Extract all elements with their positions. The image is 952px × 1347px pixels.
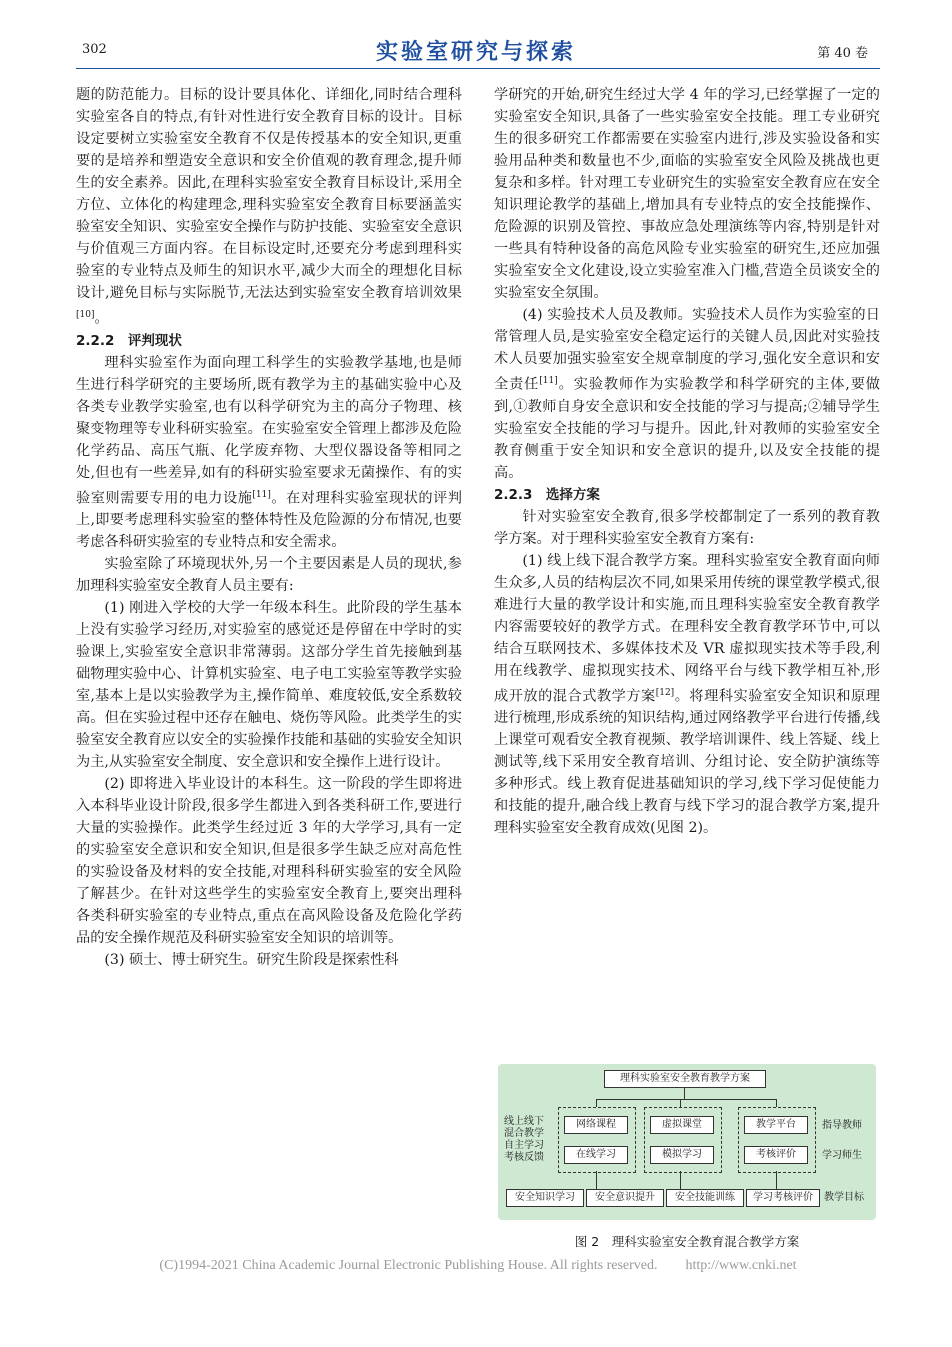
page-number: 302 — [82, 42, 107, 57]
paragraph — [76, 949, 462, 971]
connector-line — [776, 1099, 777, 1107]
left-column — [76, 84, 462, 971]
item-keyword: (4) 实验技术人员及教师。 — [522, 307, 693, 323]
paragraph: 实验室除了环境现状外,另一个主要因素是人员的现状,参加理科实验室安全教育人员主要有: — [76, 556, 462, 595]
connector-line — [596, 1171, 597, 1189]
citation: [11] — [539, 376, 558, 386]
diagram-bottom-box: 学习考核评价 — [746, 1189, 820, 1207]
copyright-footer: (C)1994-2021 China Academic Journal Electronic Publishing House. All rights reserved. http://www.cnki.net — [159, 1258, 797, 1273]
paragraph-text: 实验技术人员作为实验室的日常管理人员,是实验室安全稳定运行的关键人员,因此对实验技术人员要加强实验室安全规章制度的学习,强化安全意识和安全责任 — [494, 307, 880, 393]
paragraph-text: 理科实验室安全教育面向师生众多,人员的结构层次不同,如果采用传统的课堂教学模式,很难进行大量的教学设计和实施,而且理科实验室安全教育教学内容需要较好的教学方式。在理科安全教育教学环节中,可以结合互联网技术、多媒体技术及 VR 虚拟现实技术等手段,利用在线教学、虚拟现实技术、网络平台与线下教学相互补,形成开放的混合式教学方案 — [494, 552, 880, 705]
paragraph-text: 。 — [94, 310, 109, 327]
connector-line — [596, 1099, 776, 1100]
figure-diagram — [498, 1064, 876, 1220]
paragraph — [494, 550, 880, 840]
diagram-box: 虚拟课堂 — [650, 1116, 714, 1134]
paragraph-text: 。在对理科实验室现状的评判上,即要考虑理科实验室的整体特性及危险源的分布情况,也要考虑各科研实验室的专业特点和安全需求。 — [76, 490, 462, 551]
paragraph-text: 题的防范能力。目标的设计要具体化、详细化,同时结合理科实验室各自的特点,有针对性进行安全教育目标的设计。目标设定要树立实验室安全教育不仅是传授基本的安全知识,更重要的是培养和塑造安全意识和安全价值观的教育理念,提升师生的安全素养。因此,在理科实验室安全教育目标设计,采用全方位、立体化的构建理念,理科实验室安全教育目标要涵盖实验室安全知识、实验室安全操作与防护技能、实验室安全意识与价值观三方面内容。在目标设定时,还要充分考虑到理科实验室的专业特点及师生的知识水平,减少大而全的理想化目标设计,避免目标与实际脱节,无法达到实验室安全教育培训效果 — [76, 87, 462, 301]
item-keyword: (2) 即将进入毕业设计的本科生。 — [104, 776, 318, 793]
diagram-side-label — [504, 1116, 544, 1164]
paragraph: 针对实验室安全教育,很多学校都制定了一系列的教育教学方案。对于理科实验室安全教育方案有: — [494, 508, 880, 547]
citation: [11] — [252, 489, 271, 500]
paragraph-text: 。将理科实验室安全知识和原理进行梳理,形成系统的知识结构,通过网络教学平台进行传播,线上课堂可观看安全教育视频、教学培训课件、线上答疑、线上测试等,线下采用安全教育培训、分组讨论、安全防护演练等多种形式。线上教育促进基础知识的学习,线下学习促使能力和技能的提升,融合线上教育与线下学习的混合教学方案,提升理科实验室安全教育成效(见图 2)。 — [494, 688, 880, 837]
paragraph-text: 这一阶段的学生即将进入本科毕业设计阶段,很多学生都进入到各类科研工作,要进行大量的实验操作。此类学生经过近 3 年的大学学习,具有一定的实验室安全意识和安全知识,但是很多学生缺乏应对高危性的实验设备及材料的安全技能,对理科科研实验室的安全风险了解甚少。在针对这些学生的实验室安全教育上,要突出理科各类科研实验室的专业特点,重点在高风险设备及危险化学药品的安全操作规范及科研实验室安全知识的培训等。 — [76, 776, 462, 947]
diagram-bottom-box: 安全技能训练 — [666, 1189, 744, 1207]
side-label-line: 混合教学 — [504, 1128, 544, 1139]
side-label-line: 线上线下 — [504, 1116, 544, 1127]
section-heading: 2.2.3 选择方案 — [494, 486, 600, 503]
connector-line — [596, 1099, 597, 1107]
side-label-line: 自主学习 — [504, 1140, 544, 1151]
diagram-box: 教学平台 — [744, 1116, 808, 1134]
item-keyword: (1) 刚进入学校的大学一年级本科生。 — [104, 600, 347, 617]
paragraph — [76, 773, 462, 949]
diagram-right-label: 学习师生 — [822, 1150, 862, 1161]
paragraph-text: 理科实验室作为面向理工科学生的实验教学基地,也是师生进行科学研究的主要场所,既有教学为主的基础实验中心及各类专业教学实验室,也有以科学研究为主的高分子物理、核聚变物理等专业科研实验室。在实验室安全管理上都涉及危险化学药品、高压气瓶、化学废弃物、大型仪器设备等相同之处,但也有一些差异,如有的科研实验室要求无菌操作、有的实验室则需要专用的电力设施 — [76, 354, 462, 507]
side-label-line: 考核反馈 — [504, 1152, 544, 1163]
diagram-box: 考核评价 — [744, 1146, 808, 1164]
paragraph: 学研究的开始,研究生经过大学 4 年的学习,已经掌握了一定的实验室安全知识,具备了一些实验室安全技能。理工专业研究生的很多研究工作都需要在实验室内进行,涉及实验设备和实验用品种类和数量也不少,面临的实验室安全风险及挑战也更复杂和多样。针对理工专业研究生的实验室安全教育应在安全知识理论教学的基础上,增加具有专业特点的安全技能操作、危险源的识别及管控、事故应急处理演练等内容,特别是针对一些具有特种设备的高危风险专业实验室的研究生,还应加强实验室安全文化建设,设立实验室准入门槛,营造全员谈安全的实验室安全氛围。 — [494, 87, 880, 301]
volume-number: 第 40 卷 — [817, 46, 868, 61]
paragraph — [76, 352, 462, 554]
right-column — [494, 84, 880, 839]
paragraph-text: 研究生阶段是探索性科 — [256, 952, 399, 969]
diagram-box: 网络课程 — [564, 1116, 628, 1134]
diagram-right-label: 指导教师 — [822, 1120, 862, 1131]
diagram-title-box: 理科实验室安全教育教学方案 — [604, 1070, 766, 1088]
citation: [12] — [655, 687, 675, 698]
paragraph — [494, 304, 880, 484]
figure-caption: 图 2 理科实验室安全教育混合教学方案 — [574, 1234, 800, 1249]
diagram-bottom-box: 安全意识提升 — [586, 1189, 664, 1207]
connector-line — [680, 1099, 681, 1107]
citation: [10] — [76, 310, 95, 320]
paragraph — [76, 84, 462, 330]
header-rule — [76, 68, 880, 69]
diagram-bottom-box: 安全知识学习 — [506, 1189, 584, 1207]
paragraph-text: 此阶段的学生基本上没有实验学习经历,对实验室的感觉还是停留在中学时的实验课上,实验室安全意识非常薄弱。这部分学生首先接触到基础物理实验中心、计算机实验室、电子电工实验室等教学实验室,基本上是以实验教学为主,操作简单、难度较低,安全系数较高。但在实验过程中还存在触电、烧伤等风险。此类学生的实验室安全教育应以安全的实验操作技能和基础的实验安全知识为主,从实验室安全制度、安全意识和安全操作上进行设计。 — [76, 600, 462, 771]
diagram-box: 在线学习 — [564, 1146, 628, 1164]
section-heading: 2.2.2 评判现状 — [76, 332, 182, 349]
connector-line — [776, 1171, 777, 1189]
diagram-box: 模拟学习 — [650, 1146, 714, 1164]
paragraph-text: 。实验教师作为实验教学和科学研究的主体,要做到,①教师自身安全意识和安全技能的学习与提高;②辅导学生实验室安全技能的学习与提升。因此,针对教师的实验室安全教育侧重于安全知识和安全意识的提升,以及安全技能的提高。 — [494, 376, 880, 481]
paragraph — [76, 597, 462, 773]
item-keyword: (1) 线上线下混合教学方案。 — [522, 552, 707, 569]
diagram-bottom-label: 教学目标 — [824, 1192, 864, 1203]
item-keyword: (3) 硕士、博士研究生。 — [104, 952, 257, 969]
journal-title: 实验室研究与探索 — [375, 39, 576, 65]
connector-line — [680, 1171, 681, 1189]
connector-line — [684, 1087, 685, 1099]
